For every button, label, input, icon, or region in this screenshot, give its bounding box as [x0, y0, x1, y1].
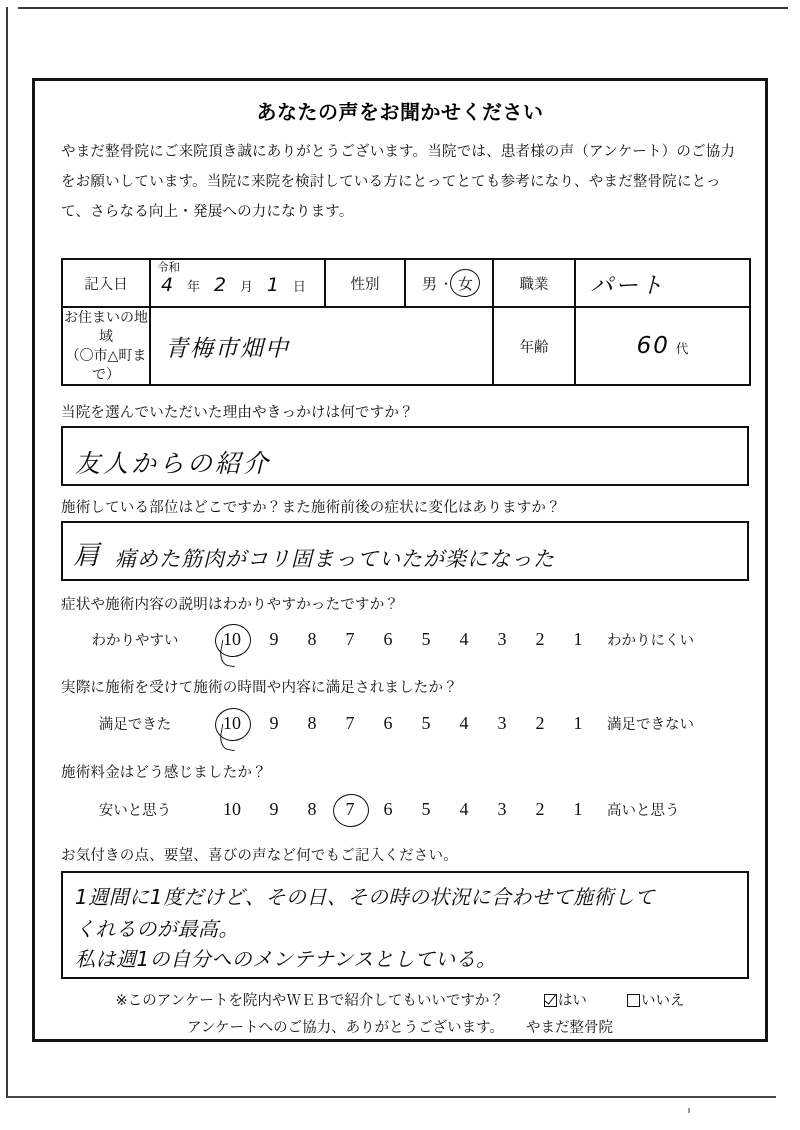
question-6-answer-line-1: 1週間に1度だけど、その日、その時の状況に合わせて施術して: [75, 885, 655, 909]
question-1-answer-box[interactable]: [61, 426, 749, 486]
scan-edge-left: [6, 7, 8, 1097]
cell-area-value[interactable]: [150, 307, 493, 385]
scale-satisfaction-option-7[interactable]: 7: [345, 713, 355, 733]
question-5-label: 施術料金はどう感じましたか？: [61, 765, 267, 781]
scale-price-option-9[interactable]: 9: [269, 799, 279, 819]
scale-clarity-option-8[interactable]: 8: [307, 629, 317, 649]
question-2-answer-part2: 痛めた筋肉がコリ固まっていたが楽になった: [115, 547, 555, 571]
question-6-answer-line-2: くれるのが最高。: [75, 917, 239, 941]
question-6-answer-line-3: 私は週1の自分へのメンテナンスとしている。: [75, 947, 497, 971]
cell-age-label: 年齢: [493, 307, 575, 385]
scale-price-option-7[interactable]: 7: [331, 799, 369, 820]
scale-clarity-option-10[interactable]: 10: [209, 629, 255, 650]
scale-satisfaction-option-6[interactable]: 6: [383, 713, 393, 733]
question-4-label: 実際に施術を受けて施術の時間や内容に満足されましたか？: [61, 680, 458, 696]
question-3-label: 症状や施術内容の説明はわかりやすかったですか？: [61, 597, 400, 613]
question-6-answer-box[interactable]: [61, 871, 749, 979]
scale-clarity-option-7[interactable]: 7: [345, 629, 355, 649]
scale-clarity-option-2[interactable]: 2: [535, 629, 545, 649]
scale-price-option-3[interactable]: 3: [497, 799, 507, 819]
scale-price-left-label: 安いと思う: [98, 803, 172, 819]
scale-price-option-8[interactable]: 8: [307, 799, 317, 819]
scale-price-option-10[interactable]: 10: [223, 799, 241, 819]
area-label-line1: お住まいの地域: [64, 309, 148, 344]
question-6-label: お気付きの点、要望、喜びの声など何でもご記入ください。: [61, 848, 458, 864]
intro-paragraph: やまだ整骨院にご来院頂き誠にありがとうございます。当院では、患者様の声（アンケート）のご協力をお願いしています。当院に来院を検討している方にとってとても参考になり、やまだ整骨院にとって、さらなる向上・発展への力になります。: [61, 144, 736, 220]
scale-satisfaction-left-label: 満足できた: [98, 717, 172, 733]
scale-satisfaction-option-1[interactable]: 1: [573, 713, 583, 733]
scale-clarity-left-label: わかりやすい: [91, 633, 179, 649]
scale-clarity-option-5[interactable]: 5: [421, 629, 431, 649]
consent-no-checkbox[interactable]: [627, 994, 640, 1007]
consent-yes-label[interactable]: はい: [557, 993, 587, 1009]
question-2-label: 施術している部位はどこですか？また施術前後の症状に変化はありますか？: [61, 500, 561, 516]
gender-option-female-selected[interactable]: 女: [455, 273, 476, 294]
scale-satisfaction-option-9[interactable]: 9: [269, 713, 279, 733]
scale-price-option-5[interactable]: 5: [421, 799, 431, 819]
scale-satisfaction-option-3[interactable]: 3: [497, 713, 507, 733]
consent-no-label[interactable]: いいえ: [640, 993, 685, 1009]
table-row-area: [62, 307, 750, 385]
respondent-info-table: [61, 258, 751, 386]
thanks-text: アンケートへのご協力、ありがとうございます。: [186, 1020, 504, 1036]
page-title: あなたの声をお聞かせください: [256, 102, 544, 124]
scale-clarity-option-9[interactable]: 9: [269, 629, 279, 649]
question-1-answer-text: 友人からの紹介: [75, 449, 272, 478]
scale-price-option-1[interactable]: 1: [573, 799, 583, 819]
scale-clarity-right-label: わかりにくい: [607, 633, 694, 649]
scan-artifact-speck: [688, 1108, 690, 1113]
scale-satisfaction-option-10[interactable]: 10: [209, 713, 255, 734]
questionnaire-sheet: [32, 78, 768, 1042]
scale-clarity-selection-mark-tail: [218, 640, 239, 668]
area-label-line2: （〇市△町まで）: [65, 347, 147, 382]
date-day-unit: 日: [292, 279, 306, 294]
date-handwritten-group: [161, 274, 306, 296]
area-handwritten: 青梅市畑中: [165, 335, 290, 362]
date-year-unit: 年: [187, 279, 201, 294]
scan-edge-bottom: [6, 1096, 776, 1098]
cell-date-label: 記入日: [62, 259, 150, 307]
scale-satisfaction-options[interactable]: [209, 713, 597, 734]
rating-scale-price[interactable]: [61, 799, 745, 820]
table-row-date: [62, 259, 750, 307]
gender-option-male[interactable]: 男: [421, 275, 437, 293]
scale-satisfaction-option-8[interactable]: 8: [307, 713, 317, 733]
scale-satisfaction-selection-mark-tail: [218, 724, 239, 752]
scale-satisfaction-option-5[interactable]: 5: [421, 713, 431, 733]
era-label: 令和: [157, 262, 180, 274]
scale-satisfaction-option-2[interactable]: 2: [535, 713, 545, 733]
scale-price-options[interactable]: [209, 799, 597, 820]
question-2-answer-box[interactable]: [61, 521, 749, 581]
scan-edge-top: [18, 7, 788, 9]
scale-clarity-option-4[interactable]: 4: [459, 629, 469, 649]
question-1-label: 当院を選んでいただいた理由やきっかけは何ですか？: [61, 405, 414, 421]
rating-scale-clarity[interactable]: [61, 629, 745, 650]
occupation-handwritten: パート: [590, 272, 665, 299]
date-year-value: 4: [161, 274, 174, 296]
scale-clarity-option-3[interactable]: 3: [497, 629, 507, 649]
consent-question: ※このアンケートを院内やＷＥＢで紹介してもいいですか？: [115, 993, 504, 1009]
question-2-answer-part1: 肩: [73, 541, 100, 571]
date-month-unit: 月: [239, 279, 253, 294]
cell-area-label: [62, 307, 150, 385]
consent-line: [35, 989, 765, 1010]
scale-clarity-options[interactable]: [209, 629, 597, 650]
scale-clarity-option-6[interactable]: 6: [383, 629, 393, 649]
clinic-name: やまだ整骨院: [526, 1020, 614, 1036]
scale-price-option-2[interactable]: 2: [535, 799, 545, 819]
rating-scale-satisfaction[interactable]: [61, 713, 745, 734]
cell-date-value[interactable]: [150, 259, 325, 307]
scale-satisfaction-right-label: 満足できない: [607, 717, 694, 733]
age-handwritten: 60: [636, 333, 670, 359]
gender-separator: ・: [439, 276, 452, 291]
cell-occupation-label: 職業: [493, 259, 575, 307]
cell-occupation-value[interactable]: [575, 259, 750, 307]
age-suffix: 代: [675, 342, 689, 356]
scale-satisfaction-option-4[interactable]: 4: [459, 713, 469, 733]
cell-gender-label: 性別: [325, 259, 405, 307]
scale-price-option-6[interactable]: 6: [383, 799, 393, 819]
scale-clarity-option-1[interactable]: 1: [573, 629, 583, 649]
date-day-value: 1: [266, 274, 279, 296]
cell-gender-value[interactable]: [405, 259, 493, 307]
scale-price-option-4[interactable]: 4: [459, 799, 469, 819]
cell-age-value[interactable]: [575, 307, 750, 385]
date-month-value: 2: [213, 274, 227, 296]
scale-price-right-label: 高いと思う: [607, 803, 680, 819]
consent-yes-checkbox[interactable]: [544, 994, 557, 1007]
thanks-line: [35, 1016, 765, 1037]
